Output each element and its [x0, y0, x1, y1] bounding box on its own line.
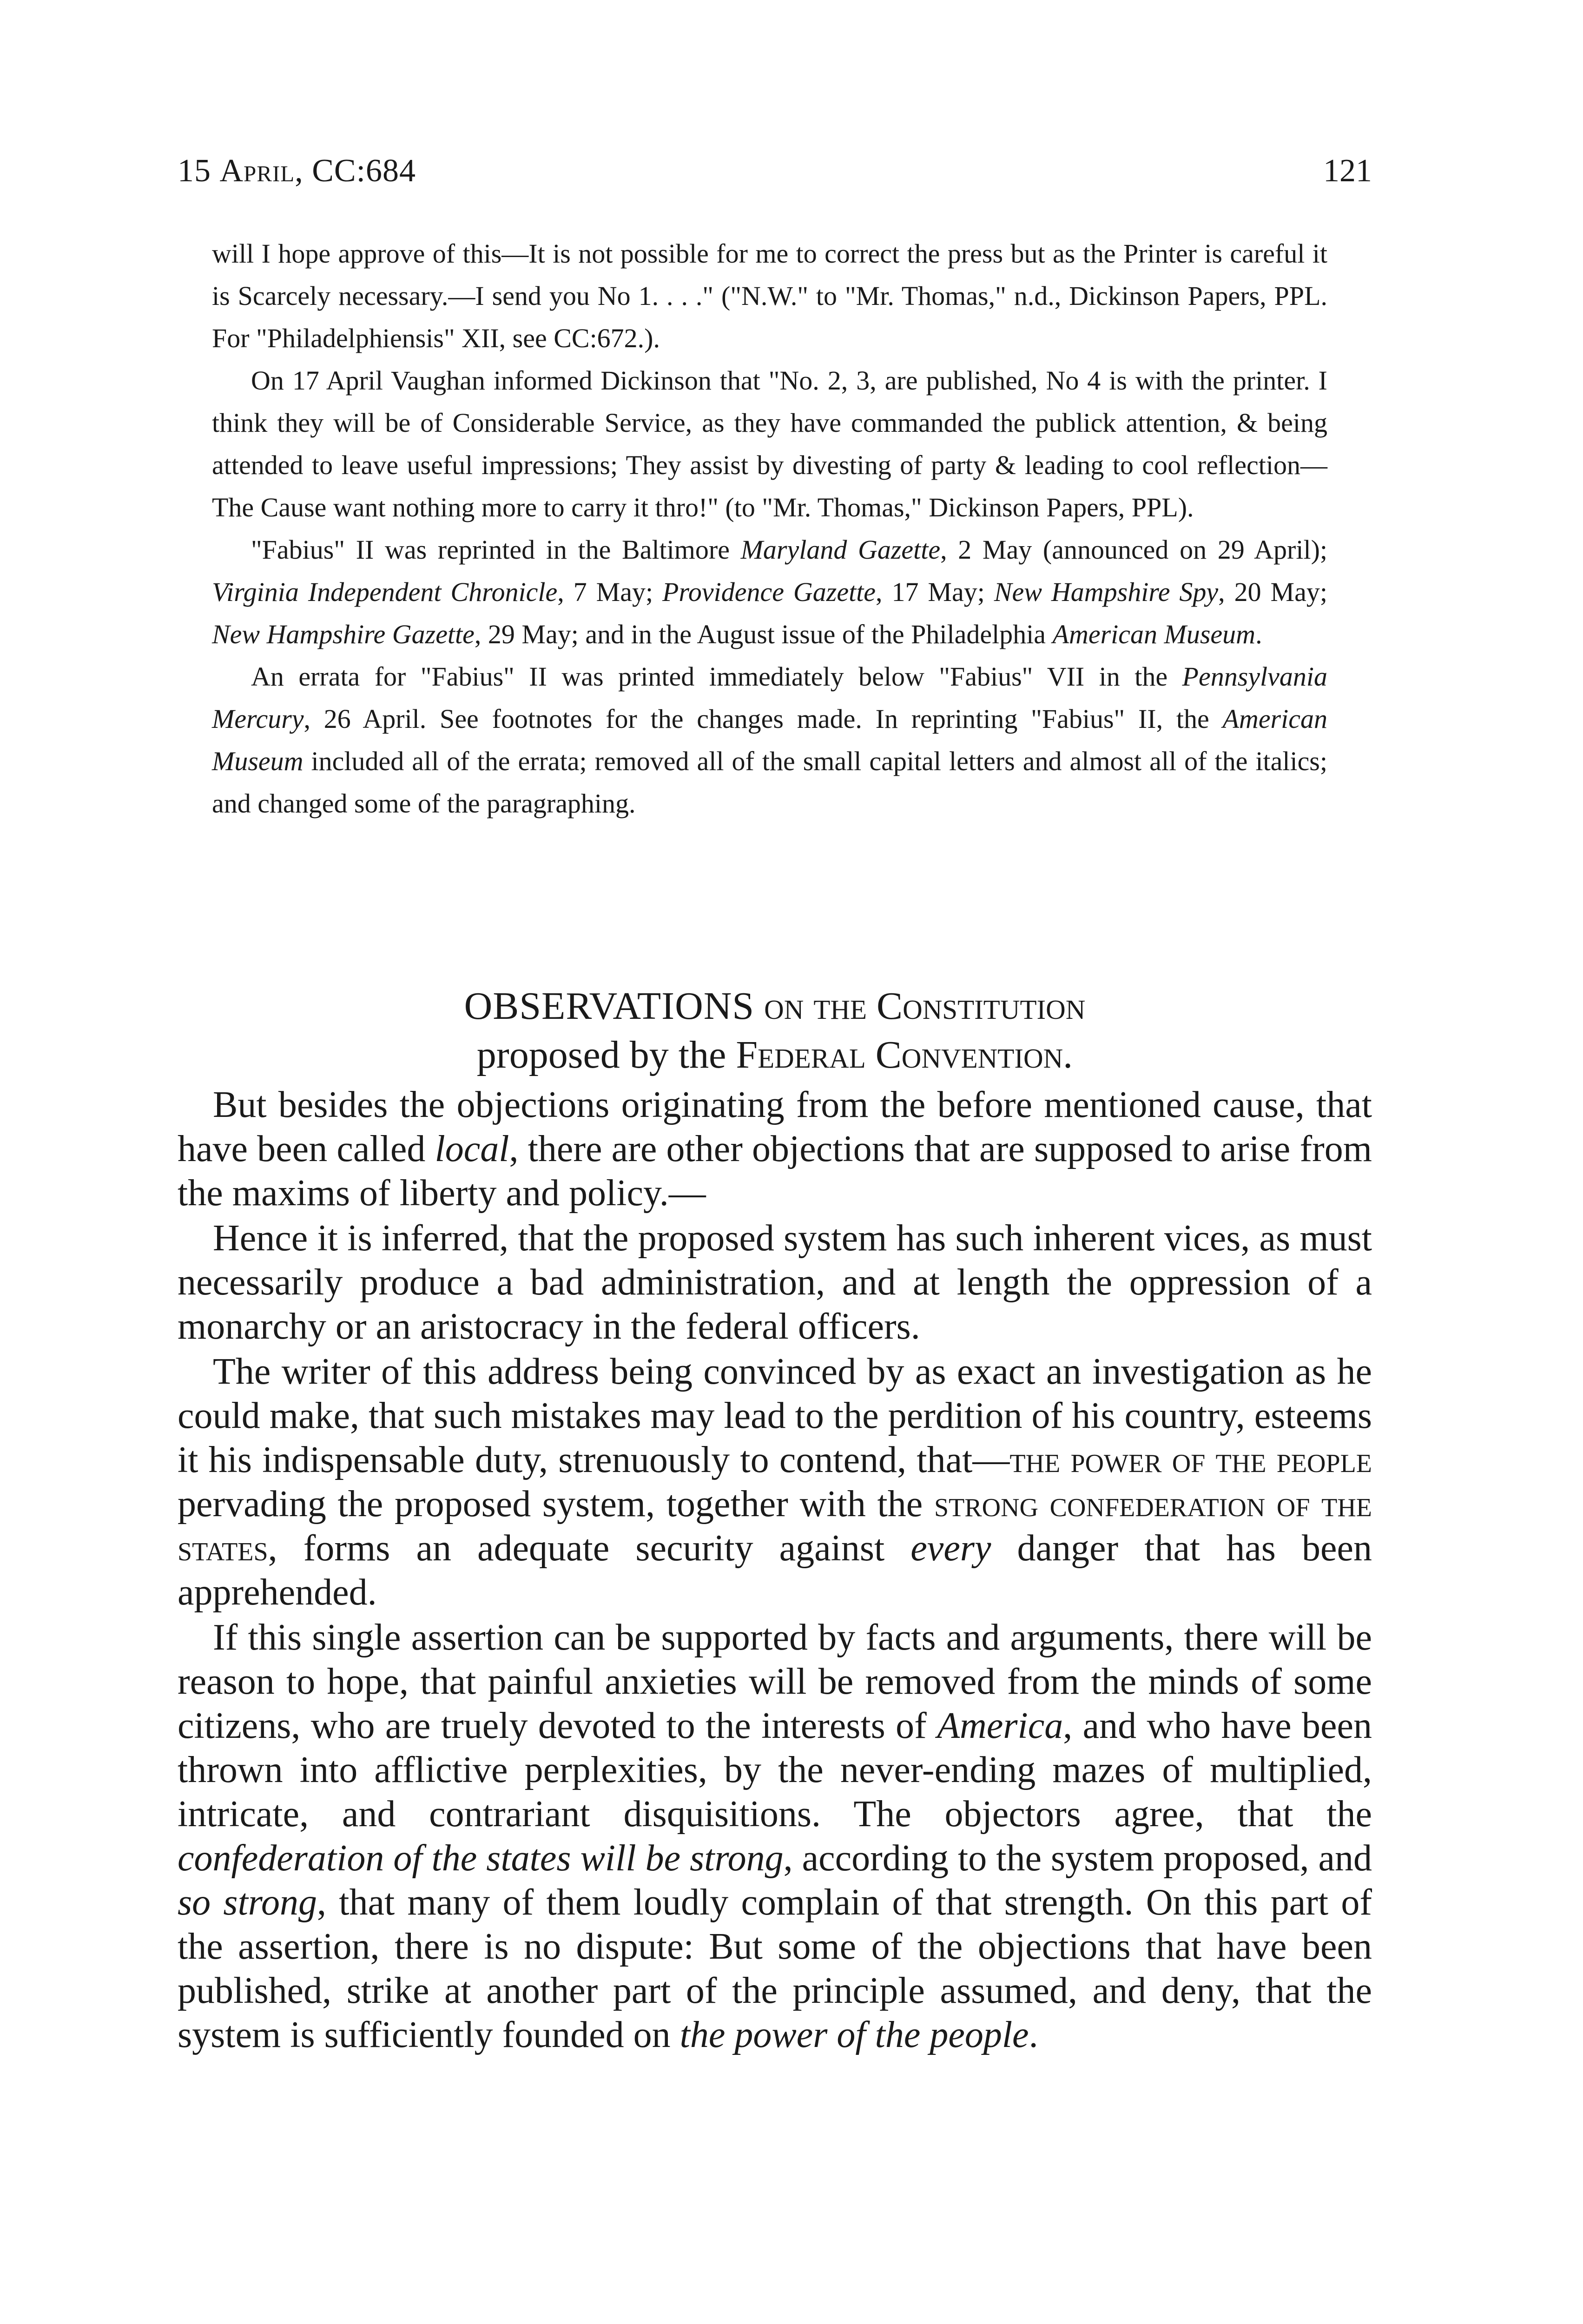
publication-title: Providence Gazette: [662, 577, 876, 607]
headnote-paragraph: An errata for "Fabius" II was printed immediately below "Fabius" VII in the Pennsylvania Mercury, 26 April. See footnotes for the changes made. In reprinting "Fabius" II, the American Museum included all of the errata; removed all of the small capital letters and almost all of the italics; and changed some of the paragraphing.: [212, 661, 1327, 819]
publication-title: American Museum: [1052, 619, 1256, 649]
emphasis: local: [435, 1129, 509, 1169]
headnote-paragraph: "Fabius" II was reprinted in the Baltimore Maryland Gazette, 2 May (announced on 29 April); Virginia Independent Chronicle, 7 May; Providence Gazette, 17 May; New Hampshire Spy, 20 May; New Hampshire Gazette, 29 May; and in the August issue of the Philadelphia American Museum.: [212, 535, 1328, 649]
running-head-day: 15: [178, 153, 211, 189]
essay-title-line-1: OBSERVATIONS on the Constitution: [464, 984, 1086, 1028]
headnote-paragraph: will I hope approve of this—It is not possible for me to correct the press but as the Printer is careful it is Scarcely necessary.—I send you No 1. . . ." ("N.W." to "Mr. Thomas," n.d., Dickinson Papers, PPL. For "Philadelphiensis" XII, see CC:672.).: [212, 238, 1327, 353]
essay-title-line-2: proposed by the Federal Convention.: [476, 1033, 1073, 1076]
headnote-paragraph: On 17 April Vaughan informed Dickinson that "No. 2, 3, are published, No 4 is with the printer. I think they will be of Considerable Service, as they have commanded the publick attention, & being attended to leave useful impressions; They assist by divesting of party & leading to cool reflection—The Cause want nothing more to carry it thro!" (to "Mr. Thomas," Dickinson Papers, PPL).: [212, 365, 1327, 522]
emphasis: America: [937, 1705, 1063, 1746]
running-head-month: April: [219, 153, 295, 189]
small-caps-phrase: strong confederation of the states: [178, 1484, 1372, 1569]
emphasis: confederation of the states will be strong: [178, 1838, 784, 1879]
essay-paragraph: The writer of this address being convinced by as exact an investigation as he could make, that such mistakes may lead to the perdition of his country, esteems it his indispensable duty, strenuously to contend, that—the power of the people pervading the proposed system, together with the strong confederation of the states, forms an adequate security against every danger that has been apprehended.: [178, 1351, 1372, 1613]
running-head: [178, 148, 1372, 194]
publication-title: Virginia Independent Chronicle: [212, 577, 558, 607]
running-head-date-ref: [178, 148, 416, 194]
emphasis: every: [910, 1528, 991, 1569]
editorial-headnote: [212, 232, 1327, 825]
emphasis: so strong: [178, 1882, 317, 1923]
essay-paragraph: Hence it is inferred, that the proposed system has such inherent vices, as must necessarily produce a bad administration, and at length the oppression of a monarchy or an aristocracy in the federal officers.: [178, 1218, 1372, 1347]
small-caps-phrase: the power of the people: [1009, 1439, 1372, 1480]
emphasis: the power of the people: [679, 2014, 1029, 2055]
publication-title: Pennsylvania Mercury: [212, 661, 1327, 734]
publication-title: Maryland Gazette: [740, 535, 941, 565]
running-head-ref: , CC:684: [295, 153, 416, 189]
publication-title: New Hampshire Gazette: [212, 619, 475, 649]
publication-title: American Museum: [212, 704, 1327, 776]
essay-paragraph: If this single assertion can be supported by facts and arguments, there will be reason to hope, that painful anxieties will be removed from the minds of some citizens, who are truely devoted to the interests of America, and who have been thrown into afflictive perplexities, by the never-ending mazes of multiplied, intricate, and contrariant disquisitions. The objectors agree, that the confederation of the states will be strong, according to the system proposed, and so strong, that many of them loudly complain of that strength. On this part of the assertion, there is no dispute: But some of the objections that have been published, strike at another part of the principle assumed, and deny, that the system is sufficiently founded on the power of the people.: [178, 1617, 1372, 2055]
essay-body: [178, 1083, 1372, 2058]
page-number: 121: [1323, 153, 1372, 189]
publication-title: New Hampshire Spy: [994, 577, 1219, 607]
essay-paragraph: But besides the objections originating from the before mentioned cause, that have been called local, there are other objections that are supposed to arise from the maxims of liberty and policy.—: [178, 1084, 1372, 1214]
